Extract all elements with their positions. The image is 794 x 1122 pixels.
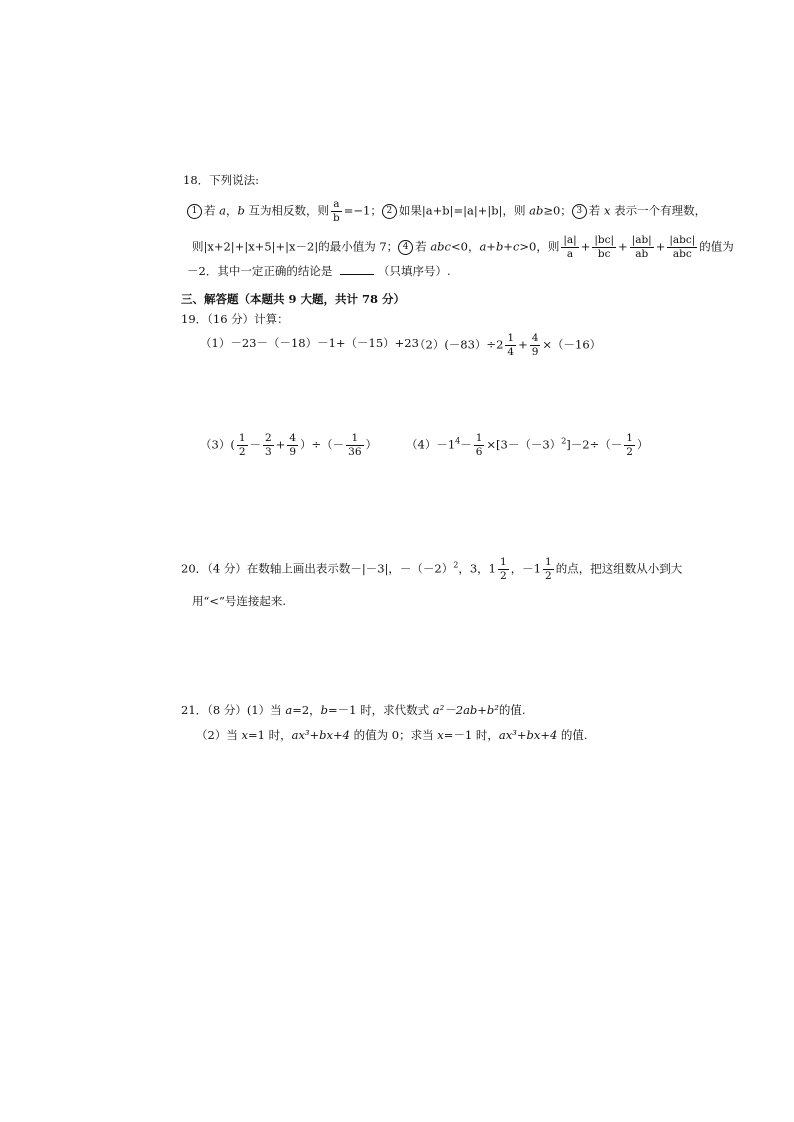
circled-number-3: 3 bbox=[572, 204, 587, 219]
fraction-1-4: $\frac{1}{4}$ bbox=[507, 332, 515, 358]
fraction-a-over-b: $\frac{a}{b}$ bbox=[333, 198, 340, 224]
q19-heading: 19．（16 分）计算： bbox=[181, 312, 289, 326]
mixed-fraction-part: $\frac{1}{2}$ bbox=[500, 556, 507, 582]
q21-line-2: （2）当 x=1 时，ax³+bx+4 的值为 0；求当 x=－1 时，ax³+bx+4 的值. bbox=[196, 728, 588, 742]
fraction-1-6: $\frac{1}{6}$ bbox=[475, 432, 483, 458]
circled-number-4: 4 bbox=[398, 240, 413, 255]
q18-line-3: －2．其中一定正确的结论是 （只填序号）. bbox=[187, 264, 451, 278]
mixed-fraction-part: $\frac{1}{2}$ bbox=[545, 556, 552, 582]
q18-line-2: 则|x+2|+|x+5|+|x－2|的最小值为 7； 4 若 abc<0，a+b+c>0，则 $\frac{|a|}{a}$ + $\frac{|bc|}{bc}$ + $\frac{|ab|}{ab}$ + $\frac{\text{|abc|}}{\text{abc}}$ 的值为 bbox=[192, 234, 734, 260]
q20-line-1: 20．（4 分）在数轴上画出表示数－|－3|，$-(-2)^2$，3，1 $\frac{1}{2}$ ，－1 $\frac{1}{2}$ 的点，把这组数从小到大 bbox=[181, 556, 683, 582]
circled-number-1: 1 bbox=[187, 204, 202, 219]
fraction-abs-a: $\frac{|a|}{a}$ bbox=[563, 234, 577, 260]
mixed-number-1-1-2: 1 $\frac{1}{2}$ bbox=[488, 556, 507, 582]
fraction-abs-ab: $\frac{|ab|}{ab}$ bbox=[631, 234, 652, 260]
q19-part-4: $(4)-1^4-$ $\frac{1}{6}$ $\times[3-(-3)^2]-2\div(-$ $\frac{1}{2}$ ） bbox=[406, 432, 649, 458]
mixed-number-neg-1-1-2: 1 $\frac{1}{2}$ bbox=[533, 556, 552, 582]
answer-blank[interactable] bbox=[340, 274, 374, 275]
q19-part-3: （3）( $\frac{1}{2}$ － $\frac{2}{3}$ + $\frac{4}{9}$ ）÷（－ $\frac{1}{36}$ ） bbox=[200, 432, 378, 458]
q21-line-1: 21．（8 分）(1）当 a=2，b=－1 时，求代数式 a²－2ab+b²的值. bbox=[181, 703, 526, 717]
fraction-4-9: $\frac{4}{9}$ bbox=[289, 432, 297, 458]
q19-part-1: （1）－23－（－18）－1+（－15）+23 bbox=[200, 336, 419, 350]
fraction-abs-abc: $\frac{\text{|abc|}}{\text{abc}}$ bbox=[669, 234, 696, 260]
q19-part-2: （2）(－83）÷2 $\frac{1}{4}$ + $\frac{4}{9}$ ×（－16） bbox=[414, 332, 602, 358]
section-3-title: 三、解答题（本题共 9 大题，共计 78 分） bbox=[181, 292, 406, 306]
fraction-abs-bc: $\frac{|bc|}{bc}$ bbox=[594, 234, 615, 260]
fraction-1-2: $\frac{1}{2}$ bbox=[238, 432, 246, 458]
fraction-1-36: $\frac{1}{36}$ bbox=[348, 432, 362, 458]
q20-line-2: 用“<”号连接起来. bbox=[192, 594, 287, 608]
fraction-1-2: $\frac{1}{2}$ bbox=[626, 432, 633, 458]
fraction-2-3: $\frac{2}{3}$ bbox=[265, 432, 272, 458]
q18-heading: 18．下列说法: bbox=[183, 173, 260, 187]
circled-number-2: 2 bbox=[382, 204, 397, 219]
fraction-4-9: $\frac{4}{9}$ bbox=[531, 332, 539, 358]
q18-line-1: 1 若 a，b 互为相反数，则 $\frac{a}{b}$ =−1； 2 如果|a+b|=|a|+|b|，则 ab≥0； 3 若 x 表示一个有理数， bbox=[187, 198, 706, 220]
